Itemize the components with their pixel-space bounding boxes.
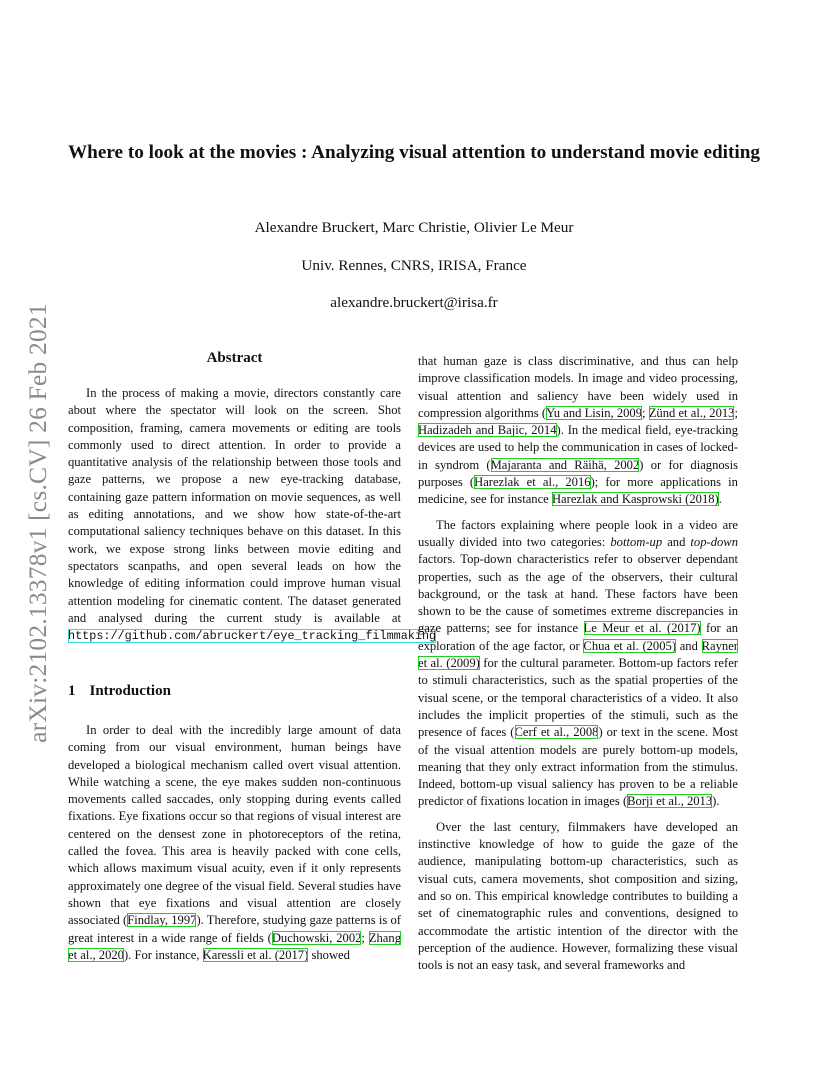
citation-link[interactable]: Zünd et al., 2013 <box>648 405 735 420</box>
abstract-text: In the process of making a movie, directors constantly care about where the spectator will look on the screen. Shot composition, framing, camera movements or editing are tools commonly used to direct attention. In order to provide a quantitative analysis of the relationship between those tools and gaze patterns, we propose a new eye-tracking database, containing gaze pattern information on movie sequences, as well as editing annotations, and we show how state-of-the-art computational saliency techniques behave on this dataset. In this work, we expose strong links between movie editing and spectators scanpaths, and open several leads on how the knowledge of editing information could improve human visual attention modeling for cinematic content. The dataset generated and analysed during the current study is available at <box>68 386 401 625</box>
citation-link[interactable]: Chua et al. (2005) <box>583 638 677 653</box>
citation-link[interactable]: Karessli et al. (2017) <box>202 947 309 962</box>
section-title: Introduction <box>89 683 171 699</box>
paragraph-text: and <box>662 534 691 549</box>
paragraph-text: that human gaze is class discriminative, and thus can help improve classification models. In image and video processing, visual attention and saliency have been widely used in compression algorithms ( <box>418 354 738 420</box>
paragraph-text: In order to deal with the incredibly large amount of data coming from our visual environment, human beings have developed a biological mechanism called overt visual attention. While watching a scene, the eye makes sudden non-continuous movements called saccades, only stopping during events called fixations. Eye fixations occur so that regions of visual interest are centered on the densest zone in photoreceptors of the retina, called the fovea. This area is heavily packed with cone cells, which allows maximum visual acuity, even if it only represents approximately one degree of the visual field. Several studies have shown that eye fixations and visual attention are closely associated ( <box>68 723 401 928</box>
paragraph-text: ). Therefore, studying gaze patterns is of great interest in a wide range of fields ( <box>68 913 401 945</box>
paragraph-text: for the cultural parameter. Bottom-up factors refer to stimuli characteristics, such as the spatial properties of the visual scene, or the temporal characteristics of a video. It also includes the implicit properties of the stimuli, such as the presence of faces ( <box>418 656 738 740</box>
paper-title: Where to look at the movies : Analyzing visual attention to understand movie editing <box>67 142 760 163</box>
dataset-url-link[interactable]: https://github.com/abruckert/eye_tracking_filmmaking <box>68 629 437 644</box>
citation-link[interactable]: Duchowski, 2002 <box>271 930 362 945</box>
section-heading-introduction <box>68 683 171 700</box>
paragraph-text: ; <box>734 405 738 420</box>
paragraph-text: ). For instance, <box>123 947 203 962</box>
paper-email: alexandre.bruckert@irisa.fr <box>330 294 498 311</box>
paper-affiliation: Univ. Rennes, CNRS, IRISA, France <box>301 257 527 274</box>
citation-link[interactable]: Rayner et al. (2009) <box>418 638 738 671</box>
citation-link[interactable]: Harezlak et al., 2016 <box>474 475 591 490</box>
paragraph-text: . <box>718 492 722 507</box>
citation-link[interactable]: Yu and Lisin, 2009 <box>546 405 643 420</box>
citation-link[interactable]: Majaranta and Räihä, 2002 <box>490 457 640 472</box>
citation-link[interactable]: Zhang et al., 2020 <box>68 930 401 962</box>
paragraph-text: ). <box>712 794 720 809</box>
paragraph-text: factors. Top-down characteristics refer to observer dependant properties, such as the age of the observers, their cultural background, or the task at hand. These factors have been shown to be the cause of sometimes extreme discrepancies in gaze patterns; see for instance <box>418 552 738 636</box>
section-number: 1 <box>68 683 76 699</box>
citation-link[interactable]: Findlay, 1997 <box>127 913 197 928</box>
abstract-body <box>68 385 437 645</box>
right-column-body <box>418 353 738 974</box>
emphasis-text: top-down <box>690 534 738 549</box>
citation-link[interactable]: Cerf et al., 2008 <box>514 725 599 740</box>
paragraph-text: ; <box>361 930 369 945</box>
arxiv-identifier-text: arXiv:2102.13378v1 [cs.CV] 26 Feb 2021 <box>23 303 52 743</box>
paragraph-text: ); for more applications in medicine, see for instance <box>418 475 738 507</box>
paragraph-text: The factors explaining where people look in a video are usually divided into two categories: <box>418 517 738 549</box>
paragraph-text: ; <box>642 405 649 420</box>
left-column-body <box>68 722 401 964</box>
paragraph-text: for an exploration of the age factor, or <box>418 621 738 653</box>
abstract-heading: Abstract <box>206 350 263 366</box>
citation-link[interactable]: Harezlak and Kasprowski (2018) <box>551 492 719 507</box>
citation-link[interactable]: Borji et al., 2013 <box>627 794 713 809</box>
citation-link[interactable]: Hadizadeh and Bajic, 2014 <box>418 423 557 438</box>
paragraph-text: and <box>676 638 702 653</box>
paragraph-text: ). In the medical field, eye-tracking devices are used to help the communication in cases of locked-in syndrom ( <box>418 423 738 472</box>
paragraph-text: ) or text in the scene. Most of the visual attention models are purely bottom-up models, meaning that they only extract information from the stimulus. Indeed, bottom-up visual saliency has proven to be a reliable predictor of fixations location in images ( <box>418 725 738 809</box>
arxiv-identifier <box>16 288 60 758</box>
paragraph-text: ) or for diagnosis purposes ( <box>418 457 738 490</box>
emphasis-text: bottom-up <box>610 534 663 549</box>
citation-link[interactable]: Le Meur et al. (2017) <box>583 621 701 636</box>
paragraph-text: showed <box>308 947 350 962</box>
paragraph-text: Over the last century, filmmakers have developed an instinctive knowledge of how to guide the gaze of the audience, manipulating bottom-up characteristics, such as visual cuts, camera movements, shot composition and sizing, and so on. This empirical knowledge contributes to building a set of cinematographic rules and conventions, designed to accommodate the artistic intention of the director with the perception of the audience. However, formalizing these visual tools is not an easy task, and several frameworks and <box>418 819 738 973</box>
paper-authors: Alexandre Bruckert, Marc Christie, Olivier Le Meur <box>254 219 574 236</box>
